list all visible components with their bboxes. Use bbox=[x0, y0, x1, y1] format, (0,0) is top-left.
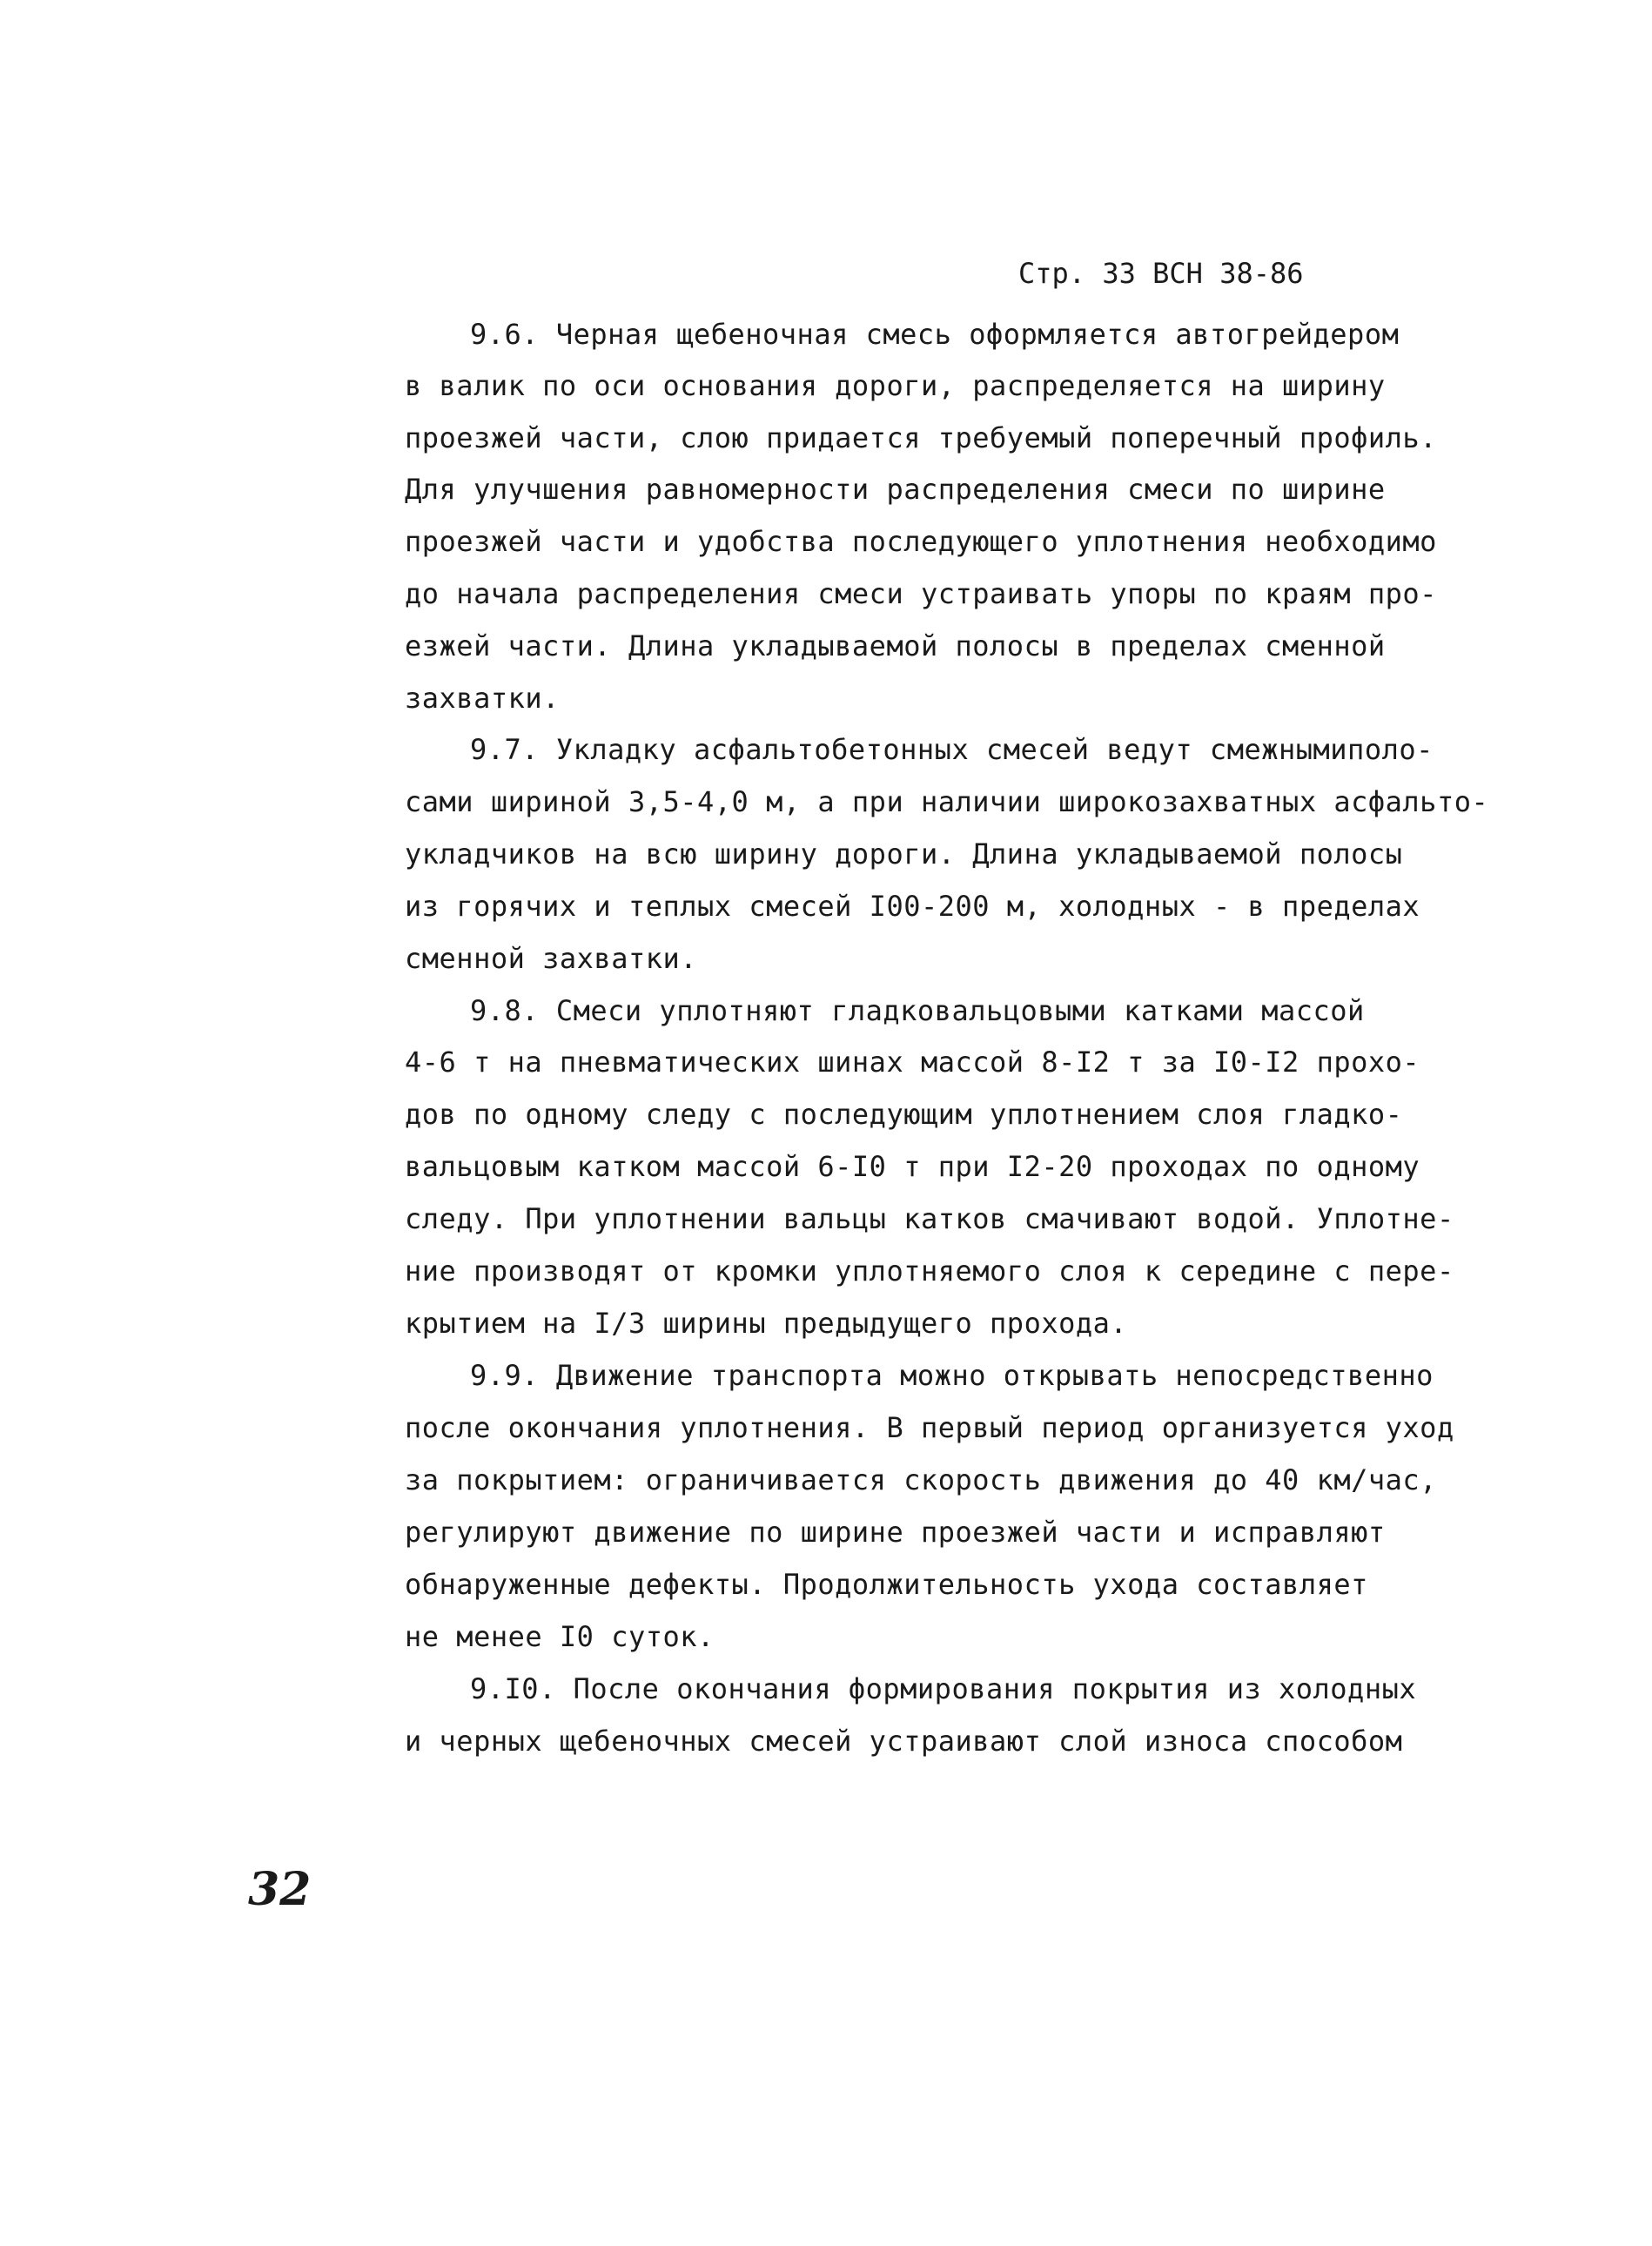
text-line: 9.7. Укладку асфальтобетонных смесей ведут смежнымиполо- bbox=[470, 733, 1434, 766]
text-line: укладчиков на всю ширину дороги. Длина укладываемой полосы bbox=[405, 837, 1403, 871]
page-header: Стр. 33 ВСН 38-86 bbox=[1018, 257, 1304, 290]
text-line: езжей части. Длина укладываемой полосы в пределах сменной bbox=[405, 629, 1386, 662]
text-line: дов по одному следу с последующим уплотнением слоя гладко- bbox=[405, 1098, 1403, 1131]
text-line: до начала распределения смеси устраивать упоры по краям про- bbox=[405, 577, 1437, 610]
text-line: 9.6. Черная щебеночная смесь оформляется автогрейдером bbox=[470, 318, 1400, 351]
text-line: 4-6 т на пневматических шинах массой 8-I2 т за I0-I2 прохо- bbox=[405, 1046, 1420, 1079]
text-line: обнаруженные дефекты. Продолжительность ухода составляет bbox=[405, 1568, 1368, 1601]
handwritten-page-number: 32 bbox=[248, 1863, 312, 1916]
text-line: и черных щебеночных смесей устраивают слой износа способом bbox=[405, 1725, 1403, 1758]
text-line: сменной захватки. bbox=[405, 942, 698, 975]
text-line: следу. При уплотнении вальцы катков смачивают водой. Уплотне- bbox=[405, 1202, 1454, 1235]
text-line: в валик по оси основания дороги, распределяется на ширину bbox=[405, 369, 1386, 402]
text-line: ние производят от кромки уплотняемого слоя к середине с пере- bbox=[405, 1254, 1454, 1288]
text-line: Для улучшения равномерности распределения смеси по ширине bbox=[405, 473, 1386, 506]
text-line: из горячих и теплых смесей I00-200 м, холодных - в пределах bbox=[405, 890, 1420, 923]
text-line: 9.9. Движение транспорта можно открывать непосредственно bbox=[470, 1359, 1434, 1392]
text-line: крытием на I/3 ширины предыдущего прохода. bbox=[405, 1307, 1128, 1340]
text-line: регулируют движение по ширине проезжей части и исправляют bbox=[405, 1516, 1386, 1549]
text-line: после окончания уплотнения. В первый период организуется уход bbox=[405, 1411, 1454, 1444]
text-line: 9.8. Смеси уплотняют гладковальцовыми катками массой bbox=[470, 994, 1365, 1027]
text-line: 9.I0. После окончания формирования покрытия из холодных bbox=[470, 1672, 1417, 1705]
text-line: вальцовым катком массой 6-I0 т при I2-20 проходах по одному bbox=[405, 1150, 1420, 1183]
text-line: захватки. bbox=[405, 682, 560, 715]
text-line: за покрытием: ограничивается скорость движения до 40 км/час, bbox=[405, 1463, 1437, 1496]
text-line: не менее I0 суток. bbox=[405, 1620, 715, 1653]
text-line: проезжей части, слою придается требуемый поперечный профиль. bbox=[405, 421, 1437, 454]
text-line: сами шириной 3,5-4,0 м, а при наличии широкозахватных асфальто- bbox=[405, 785, 1489, 818]
text-line: проезжей части и удобства последующего уплотнения необходимо bbox=[405, 525, 1437, 558]
